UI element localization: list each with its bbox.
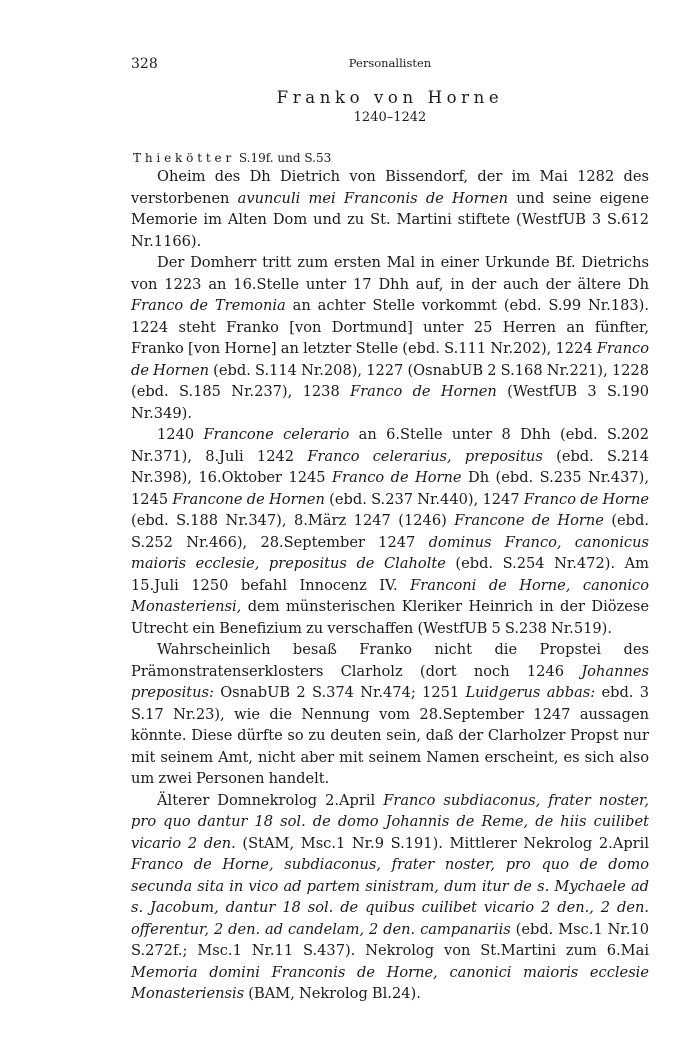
entry-body bbox=[131, 166, 649, 1005]
latin-quote: Francone de Hornen bbox=[172, 490, 325, 508]
text-run: dem münsterischen Kleriker Heinrich in der Diözese Utrecht ein Benefizium zu verschaffen (WestfUB 5 S.238 Nr.519). bbox=[131, 598, 649, 637]
body-paragraph bbox=[131, 639, 649, 790]
latin-quote: Franco de Tremonia bbox=[131, 297, 286, 314]
text-run: (StAM, Msc.1 Nr.9 S.191). Mittlerer Nekrolog 2.April bbox=[235, 834, 649, 852]
latin-quote: Franconi de Horne, canonico Monasteriensi, bbox=[131, 576, 649, 615]
entry-title: Franko von Horne bbox=[276, 88, 504, 107]
text-run: (ebd. S.237 Nr.440), 1247 bbox=[324, 490, 524, 508]
latin-quote: Franco de Horne bbox=[523, 490, 649, 508]
text-run: und seine eigene Memorie im Alten Dom und zu St. Martini stiftete (WestfUB 3 S.612 Nr.1166). bbox=[131, 189, 649, 250]
page-number: 328 bbox=[131, 56, 158, 72]
text-run: Dh (ebd. S.235 Nr.437), 1245 bbox=[131, 469, 649, 508]
latin-quote: Luidgerus abbas: bbox=[465, 684, 596, 701]
latin-quote: avunculi mei Franconis de Hornen bbox=[237, 189, 508, 207]
text-run: Wahrscheinlich besaß Franko nicht die Propstei des Prämonstratenserklosters Clarholz (dort noch 1246 bbox=[131, 641, 649, 680]
literature-pages: S.19f. und S.53 bbox=[238, 151, 332, 165]
text-run: (BAM, Nekrolog Bl.24). bbox=[244, 985, 421, 1002]
book-page bbox=[131, 56, 649, 1005]
entry-years: 1240–1242 bbox=[353, 110, 427, 125]
text-run: (ebd. S.114 Nr.208), 1227 (OsnabUB 2 S.168 Nr.221), 1228 (ebd. S.185 Nr.237), 1238 bbox=[131, 361, 650, 400]
running-head bbox=[131, 56, 649, 78]
text-run: ebd. 3 S.17 Nr.23), wie die Nennung vom 28.September 1247 aussagen könnte. Diese dürfte so zu deuten sein, daß der Clarholzer Propst nur mit seinem Amt, nicht aber mit seinem Namen erscheint, es sich also um zwei Personen handelt. bbox=[131, 684, 649, 787]
running-title: Personallisten bbox=[348, 56, 432, 70]
latin-quote: Johannes prepositus: bbox=[131, 662, 649, 701]
latin-quote: Franco de Horne bbox=[332, 469, 462, 486]
body-paragraph bbox=[131, 166, 649, 252]
literature-reference bbox=[131, 150, 649, 166]
latin-quote: Franco subdiaconus, frater noster, pro quo dantur 18 sol. de domo Johannis de Reme, de hiis cuilibet vicario 2 den. bbox=[131, 791, 649, 852]
text-run: OsnabUB 2 S.374 Nr.474; 1251 bbox=[213, 684, 466, 701]
body-paragraph bbox=[131, 252, 649, 424]
latin-quote: Franco de Hornen bbox=[131, 340, 649, 379]
text-run: Älterer Domnekrolog 2.April bbox=[157, 791, 384, 809]
text-run: Der Domherr tritt zum ersten Mal in einer Urkunde Bf. Dietrichs von 1223 an 16.Stelle unter 17 Dhh auf, in der auch der ältere Dh bbox=[131, 254, 649, 293]
text-run: (ebd. S.214 Nr.398), 16.Oktober 1245 bbox=[131, 447, 649, 486]
body-paragraph bbox=[131, 424, 649, 639]
latin-quote: dominus Franco, canonicus maioris ecclesie, prepositus de Claholte bbox=[131, 533, 649, 572]
text-run: (ebd. S.188 Nr.347), 8.März 1247 (1246) bbox=[131, 512, 455, 529]
latin-quote: Franco de Hornen bbox=[350, 383, 497, 400]
latin-quote: Francone celerario bbox=[203, 426, 350, 443]
text-run: (ebd. S.254 Nr.472). Am 15.Juli 1250 befahl Innocenz IV. bbox=[131, 555, 650, 594]
text-run: (WestfUB 3 S.190 Nr.349). bbox=[131, 383, 649, 422]
latin-quote: Franco celerarius, prepositus bbox=[307, 447, 543, 465]
text-run: an 6.Stelle unter 8 Dhh (ebd. S.202 Nr.371), 8.Juli 1242 bbox=[131, 426, 650, 465]
latin-quote: Franco de Horne, subdiaconus, frater noster, pro quo de domo secunda sita in vico ad partem sinistram, dum itur de s. Mychaele ad s. Jacobum, dantur 18 sol. de quibus cuilibet vicario 2 den., 2 den. offerentur, 2 den. ad candelam, 2 den. campanariis bbox=[131, 856, 649, 938]
text-run: an achter Stelle vorkommt (ebd. S.99 Nr.183). 1224 steht Franko [von Dortmund] unter 25 Herren an fünfter, Franko [von Horne] an letzter Stelle (ebd. S.111 Nr.202), 1224 bbox=[131, 297, 650, 357]
text-run: 1240 bbox=[157, 426, 204, 443]
latin-quote: Memoria domini Franconis de Horne, canonici maioris ecclesie Monasteriensis bbox=[131, 963, 649, 1002]
text-run: (ebd. Msc.1 Nr.10 S.272f.; Msc.1 Nr.11 S.437). Nekrolog von St.Martini zum 6.Mai bbox=[131, 920, 650, 959]
text-run: (ebd. S.252 Nr.466), 28.September 1247 bbox=[131, 512, 650, 551]
latin-quote: Francone de Horne bbox=[454, 512, 604, 529]
text-run: Oheim des Dh Dietrich von Bissendorf, der im Mai 1282 des verstorbenen bbox=[131, 168, 649, 207]
literature-author: Thiekötter bbox=[133, 151, 236, 165]
body-paragraph bbox=[131, 790, 649, 1005]
